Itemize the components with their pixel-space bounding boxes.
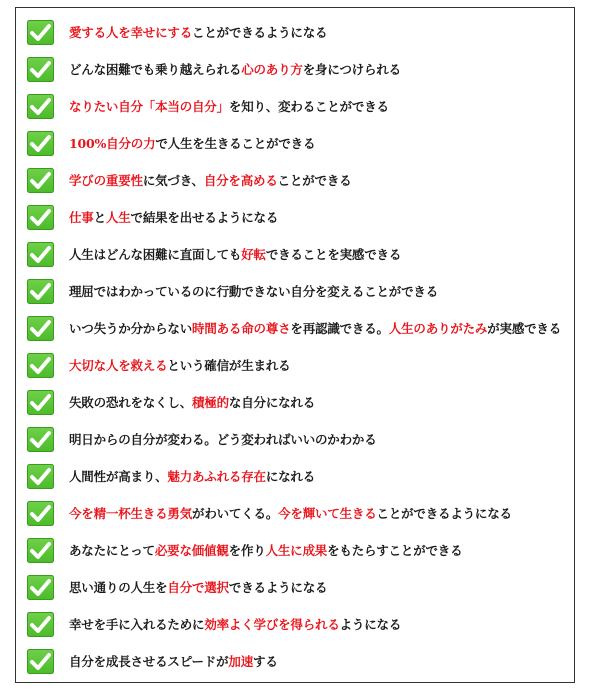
body-text: 幸せを手に入れるために [69,617,205,632]
body-text: ことができる [277,173,352,188]
checkmark-icon [27,612,54,637]
checkmark-icon [27,168,54,193]
body-text: を再認識できる。 [290,321,389,336]
list-item [16,458,574,495]
body-text: ようになる [339,617,402,632]
highlight-text: 時間ある命の尊さ [192,321,291,336]
list-item-text [69,310,561,347]
checkmark-icon [27,649,54,674]
benefits-list-frame [15,7,575,683]
body-text: を作り [228,543,266,558]
highlight-text: 人生に成果 [265,543,328,558]
checkmark-icon [27,279,54,304]
checkmark-icon [27,20,54,45]
highlight-text: なりたい自分「本当の自分」 [69,99,229,114]
highlight-text: 好転 [241,247,266,262]
body-text: ことができるようになる [192,25,328,40]
body-text: できるようになる [228,580,328,595]
list-item [16,125,574,162]
body-text: をもたらすことができる [327,543,463,558]
list-item-text [69,347,290,384]
highlight-text: 100%自分の力 [69,136,156,151]
list-item-text [69,532,462,569]
highlight-text: 人生 [105,210,131,225]
body-text: を知り、変わることができる [228,99,389,114]
list-item-text [69,162,351,199]
list-item [16,569,574,606]
list-item [16,162,574,199]
body-text: 明日からの自分が変わる。どう変わればいいのかわかる [69,432,377,447]
body-text: 人生はどんな困難に直面しても [69,247,242,262]
body-text: がわいてくる。 [192,506,279,521]
highlight-text: 学びの重要性 [69,173,143,188]
body-text: になれる [265,469,316,484]
highlight-text: 人生のありがたみ [388,321,488,336]
body-text: 自分を成長させるスピードが [69,654,229,669]
checkmark-icon [27,57,54,82]
checkmark-icon [27,94,54,119]
highlight-text: 自分を高める [203,173,278,188]
list-item-text [69,236,401,273]
highlight-text: 積極的 [192,395,229,410]
list-item-text [69,125,315,162]
body-text: と [93,210,106,225]
body-text: いつ失うか分からない [69,321,193,336]
list-item-text [69,458,315,495]
list-item-text [69,14,327,51]
body-text: が実感できる [487,321,562,336]
list-item [16,384,574,421]
checkmark-icon [27,131,54,156]
list-item [16,199,574,236]
body-text: に気づき、 [142,173,204,188]
checkmark-icon [27,242,54,267]
list-item [16,495,574,532]
list-item [16,273,574,310]
checkmark-icon [27,205,54,230]
list-item-text [69,51,401,88]
body-text: を身につけられる [302,62,401,77]
highlight-text: 今を精一杯生きる勇気 [69,506,193,521]
list-item [16,606,574,643]
list-item [16,236,574,273]
list-item-text [69,495,512,532]
checkmark-icon [27,501,54,526]
list-item [16,643,574,680]
list-item [16,421,574,458]
list-item-text [69,421,377,458]
body-text: ことができるようになる [376,506,512,521]
body-text: という確信が生まれる [167,358,291,373]
checkmark-icon [27,538,54,563]
highlight-text: 仕事 [69,210,94,225]
highlight-text: 大切な人を救える [69,358,168,373]
checkmark-icon [27,575,54,600]
checkmark-icon [27,427,54,452]
body-text: な自分になれる [228,395,316,410]
highlight-text: 必要な価値観 [154,543,229,558]
list-item-text [69,199,278,236]
list-item [16,14,574,51]
list-item-text [69,569,327,606]
highlight-text: 加速 [228,654,254,669]
checkmark-icon [27,464,54,489]
list-item-text [69,384,315,421]
highlight-text: 愛する人を幸せにする [69,25,193,40]
body-text: 人間性が高まり、 [69,469,168,484]
body-text: どんな困難でも乗り越えられる [69,62,242,77]
body-text: で人生を生きることができる [155,136,316,151]
highlight-text: 効率よく学びを得られる [204,617,340,632]
list-item-text [69,643,278,680]
list-item [16,532,574,569]
body-text: できることを実感できる [265,247,402,262]
list-item [16,88,574,125]
list-item-text [69,88,389,125]
highlight-text: 魅力あふれる存在 [167,469,266,484]
body-text: 理屈ではわかっているのに行動できない自分を変えることができる [69,284,439,299]
highlight-text: 今を輝いて生きる [278,506,377,521]
body-text: 失敗の恐れをなくし、 [69,395,193,410]
checkmark-icon [27,316,54,341]
list-item-text [69,606,401,643]
list-item-text [69,273,438,310]
checkmark-icon [27,390,54,415]
body-text: あなたにとって [69,543,155,558]
checkmark-icon [27,353,54,378]
body-text: する [253,654,278,669]
highlight-text: 自分で選択 [167,580,229,595]
list-item [16,347,574,384]
body-text: 思い通りの人生を [69,580,168,595]
list-item [16,310,574,347]
highlight-text: 心のあり方 [241,62,303,77]
benefits-list [16,14,574,680]
list-item [16,51,574,88]
body-text: で結果を出せるようになる [130,210,279,225]
